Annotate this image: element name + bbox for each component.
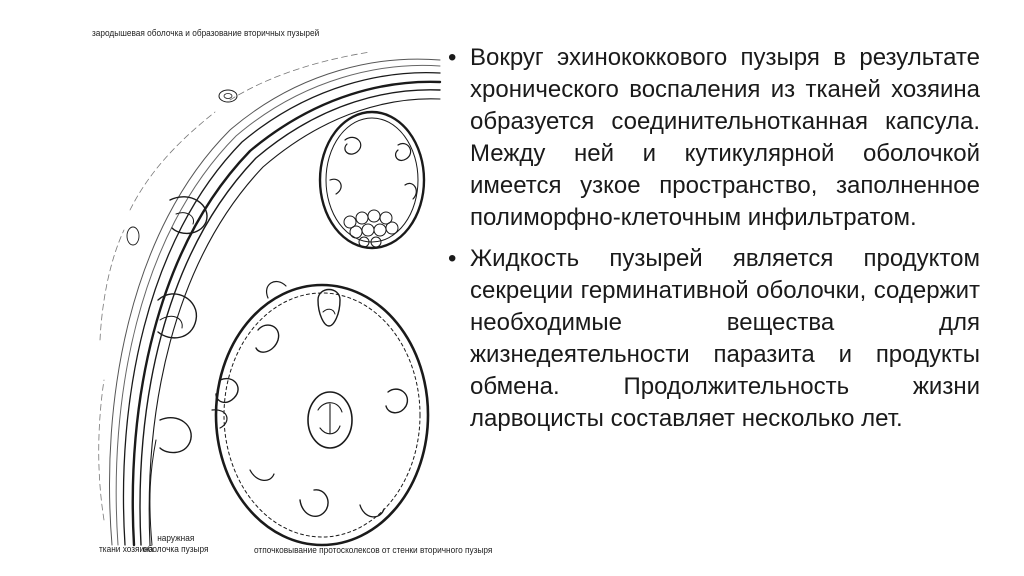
host-vessel — [219, 90, 237, 102]
bullet-text: Вокруг эхинококкового пузыря в результате хронического воспаления из тканей хозяина образуется соединительнотканная капсула. Между ней и кутикулярной оболочкой имеется узкое пространство, заполненное полиморфно-клеточным инфильтратом. — [470, 44, 980, 231]
small-secondary-cyst — [320, 112, 424, 248]
caption-outer-line1: наружная — [157, 533, 195, 543]
bullet-text: Жидкость пузырей является продуктом секреции герминативной оболочки, содержит необходимые вещества для жизнедеятельности паразита и продукты обмена. Продолжительность жизни ларвоцисты составляет несколько лет. — [470, 245, 980, 432]
bullet-list — [448, 42, 980, 435]
bullet-item — [448, 243, 980, 435]
caption-germinal-membrane: зародышевая оболочка и образование вторичных пузырей — [92, 28, 320, 38]
caption-host-tissue: ткани хозяина — [99, 544, 154, 554]
caption-outer-membrane — [143, 533, 209, 555]
bullet-dot: • — [448, 245, 457, 272]
caption-protoscolex-budding: отпочковывание протосколексов от стенки вторичного пузыря — [254, 545, 493, 555]
large-secondary-cyst — [212, 282, 428, 545]
wall-bud — [160, 418, 191, 453]
bullet-item — [448, 42, 980, 234]
caption-outer-line2: оболочка пузыря — [143, 544, 209, 554]
bullet-dot: • — [448, 44, 457, 71]
